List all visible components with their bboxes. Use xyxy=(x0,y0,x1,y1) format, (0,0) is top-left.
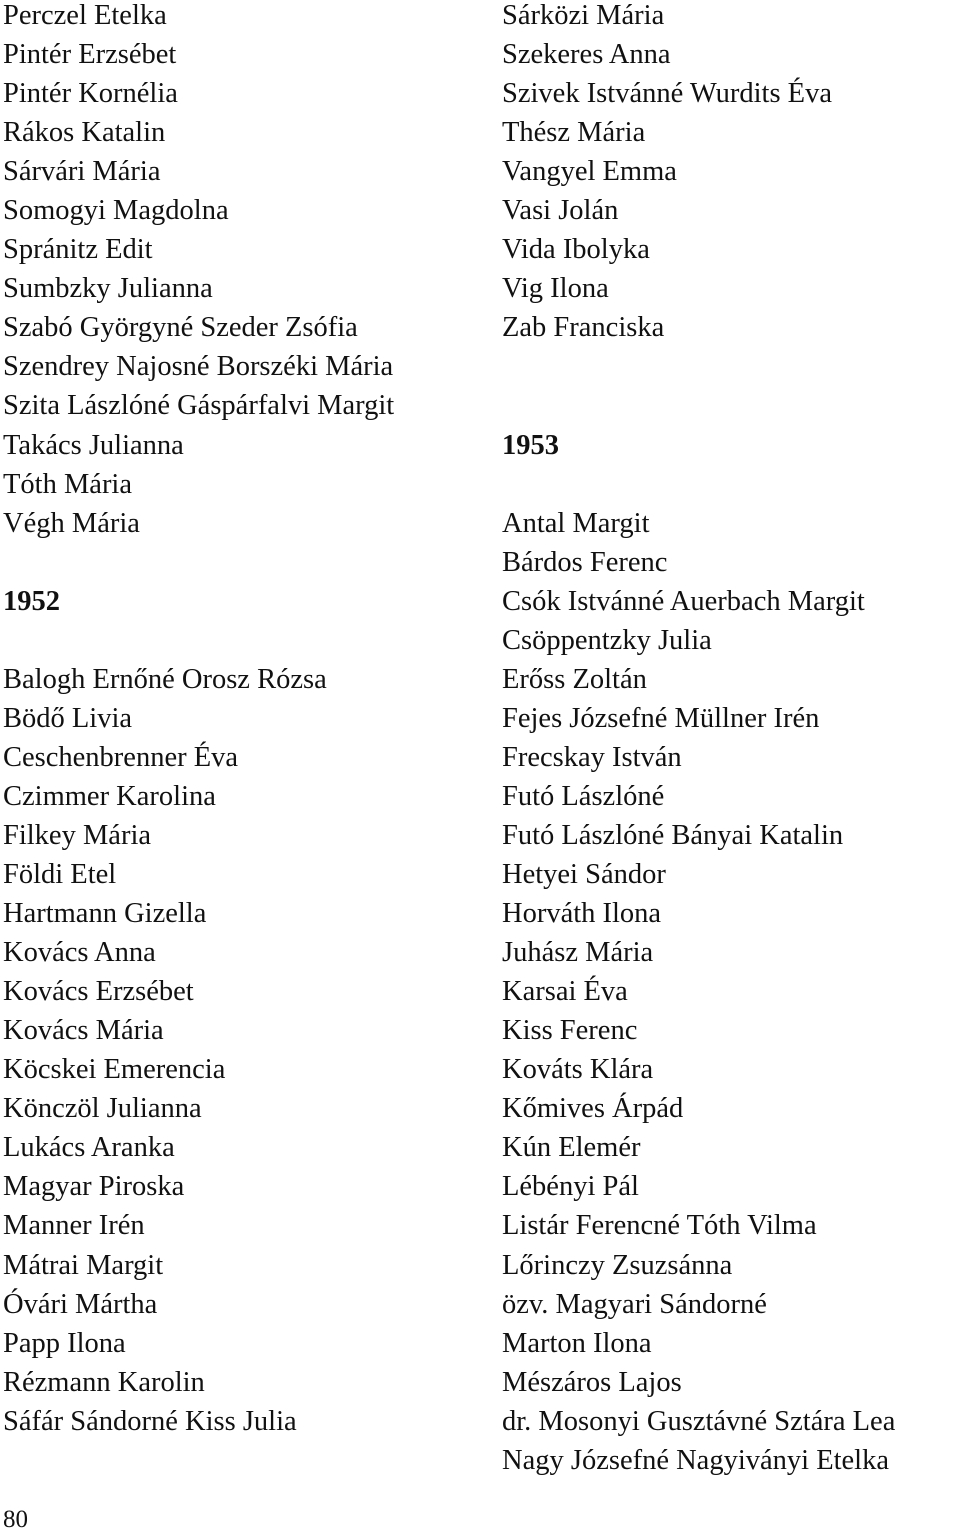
name-entry: Horváth Ilona xyxy=(502,898,662,930)
name-entry: Kovács Mária xyxy=(3,1015,164,1047)
name-entry: Filkey Mária xyxy=(3,819,152,851)
blank-line xyxy=(3,547,483,586)
name-entry: Karsai Éva xyxy=(502,976,628,1008)
name-entry: Papp Ilona xyxy=(3,1327,126,1359)
name-entry: Kún Elemér xyxy=(502,1132,641,1164)
name-entry: Magyar Piroska xyxy=(3,1171,185,1203)
name-entry: Antal Margit xyxy=(502,507,650,539)
name-entry: Marton Ilona xyxy=(502,1327,652,1359)
blank-line xyxy=(502,351,958,390)
name-entry: Kováts Klára xyxy=(502,1054,654,1086)
right-column xyxy=(502,0,958,1484)
blank-line xyxy=(3,625,483,664)
name-entry: Erőss Zoltán xyxy=(502,663,647,695)
name-entry: Óvári Mártha xyxy=(3,1288,158,1320)
name-entry: Thész Mária xyxy=(502,117,646,149)
name-entry: Balogh Ernőné Orosz Rózsa xyxy=(3,663,327,695)
name-entry: özv. Magyari Sándorné xyxy=(502,1288,767,1320)
blank-line xyxy=(502,390,958,429)
name-entry: Lukács Aranka xyxy=(3,1132,175,1164)
name-entry: Mátrai Margit xyxy=(3,1249,164,1281)
name-entry: Rézmann Karolin xyxy=(3,1366,205,1398)
name-entry: Szivek Istvánné Wurdits Éva xyxy=(502,78,832,110)
name-entry: Tóth Mária xyxy=(3,468,133,500)
name-entry: Hetyei Sándor xyxy=(502,859,666,891)
name-entry: Rákos Katalin xyxy=(3,117,166,149)
name-entry: Sárvári Mária xyxy=(3,156,161,188)
name-entry: Szendrey Najosné Borszéki Mária xyxy=(3,351,394,383)
name-entry: Somogyi Magdolna xyxy=(3,195,229,227)
name-entry: Frecskay István xyxy=(502,741,682,773)
name-entry: Sárközi Mária xyxy=(502,0,665,31)
name-entry: Kovács Anna xyxy=(3,937,156,969)
name-entry: Fejes Józsefné Müllner Irén xyxy=(502,702,820,734)
name-entry: Futó Lászlóné Bányai Katalin xyxy=(502,819,844,851)
name-entry: Lőrinczy Zsuzsánna xyxy=(502,1249,733,1281)
name-entry: Szekeres Anna xyxy=(502,39,671,71)
name-entry: Czimmer Karolina xyxy=(3,780,216,812)
name-entry: Kiss Ferenc xyxy=(502,1015,638,1047)
left-column xyxy=(3,0,483,1445)
name-entry: Vangyel Emma xyxy=(502,156,677,188)
name-entry: Kovács Erzsébet xyxy=(3,976,194,1008)
name-entry: Takács Julianna xyxy=(3,429,184,461)
name-entry: Bödő Livia xyxy=(3,702,133,734)
year-heading: 1953 xyxy=(502,429,559,461)
name-entry: Sáfár Sándorné Kiss Julia xyxy=(3,1405,297,1437)
name-entry: Köcskei Emerencia xyxy=(3,1054,226,1086)
name-entry: Listár Ferencné Tóth Vilma xyxy=(502,1210,817,1242)
name-entry: Bárdos Ferenc xyxy=(502,546,668,578)
name-entry: Szita Lászlóné Gáspárfalvi Margit xyxy=(3,390,395,422)
name-entry: Vasi Jolán xyxy=(502,195,619,227)
page-number: 80 xyxy=(3,1506,28,1533)
name-entry: Hartmann Gizella xyxy=(3,898,207,930)
name-entry: dr. Mosonyi Gusztávné Sztára Lea xyxy=(502,1405,896,1437)
name-entry: Juhász Mária xyxy=(502,937,654,969)
name-entry: Csók Istvánné Auerbach Margit xyxy=(502,585,865,617)
name-entry: Perczel Etelka xyxy=(3,0,167,31)
name-entry: Futó Lászlóné xyxy=(502,780,665,812)
name-entry: Végh Mária xyxy=(3,507,140,539)
name-entry: Mészáros Lajos xyxy=(502,1366,682,1398)
name-entry: Sumbzky Julianna xyxy=(3,273,213,305)
name-entry: Ceschenbrenner Éva xyxy=(3,741,239,773)
name-entry: Vida Ibolyka xyxy=(502,234,650,266)
year-heading: 1952 xyxy=(3,585,60,617)
name-entry: Zab Franciska xyxy=(502,312,665,344)
name-entry: Kőmives Árpád xyxy=(502,1093,684,1125)
name-entry: Könczöl Julianna xyxy=(3,1093,202,1125)
name-entry: Vig Ilona xyxy=(502,273,609,305)
name-entry: Manner Irén xyxy=(3,1210,145,1242)
name-entry: Pintér Kornélia xyxy=(3,78,178,110)
name-entry: Spránitz Edit xyxy=(3,234,153,266)
name-entry: Szabó Györgyné Szeder Zsófia xyxy=(3,312,358,344)
name-entry: Pintér Erzsébet xyxy=(3,39,177,71)
name-entry: Lébényi Pál xyxy=(502,1171,639,1203)
blank-line xyxy=(502,469,958,508)
name-entry: Nagy Józsefné Nagyiványi Etelka xyxy=(502,1444,889,1476)
name-entry: Földi Etel xyxy=(3,859,117,891)
name-entry: Csöppentzky Julia xyxy=(502,624,712,656)
